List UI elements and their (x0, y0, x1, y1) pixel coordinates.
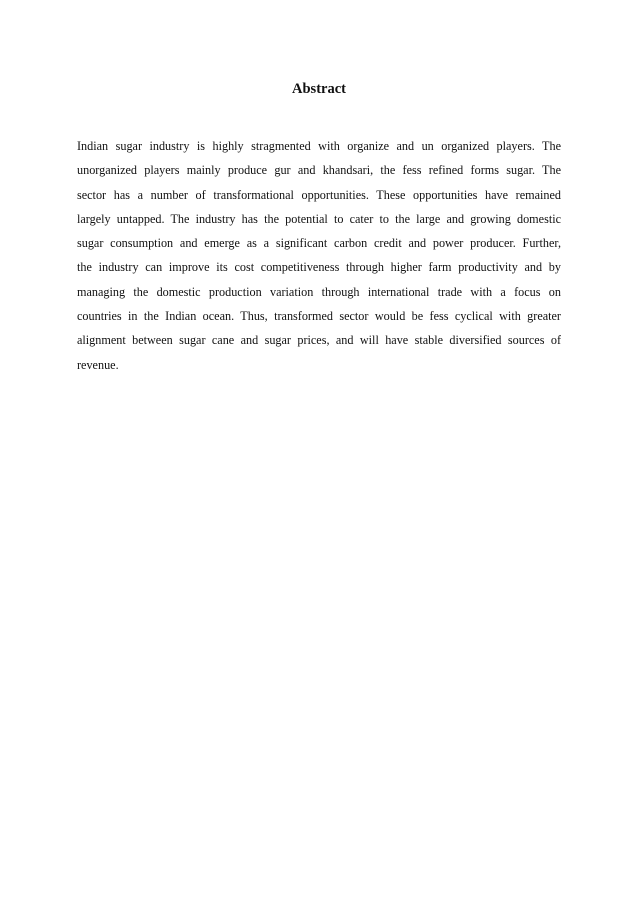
abstract-line: sugar consumption and emerge as a significant carbon credit and power producer. Further, (77, 236, 561, 251)
abstract-line: sector has a number of transformational opportunities. These opportunities have remained (77, 187, 561, 202)
abstract-heading: Abstract (292, 81, 346, 97)
abstract-line: Indian sugar industry is highly stragmented with organize and un organized players. The (77, 139, 561, 153)
abstract-line: unorganized players mainly produce gur and khandsari, the fess refined forms sugar. The (77, 163, 561, 178)
abstract-line: countries in the Indian ocean. Thus, transformed sector would be fess cyclical with greater (77, 309, 561, 324)
abstract-line: alignment between sugar cane and sugar prices, and will have stable diversified sources of (77, 333, 561, 348)
abstract-line: managing the domestic production variation through international trade with a focus on (77, 284, 561, 299)
abstract-line: largely untapped. The industry has the potential to cater to the large and growing domestic (77, 211, 561, 226)
abstract-body (77, 134, 561, 377)
abstract-line: revenue. (77, 357, 119, 372)
abstract-line: the industry can improve its cost competitiveness through higher farm productivity and by (77, 260, 561, 275)
